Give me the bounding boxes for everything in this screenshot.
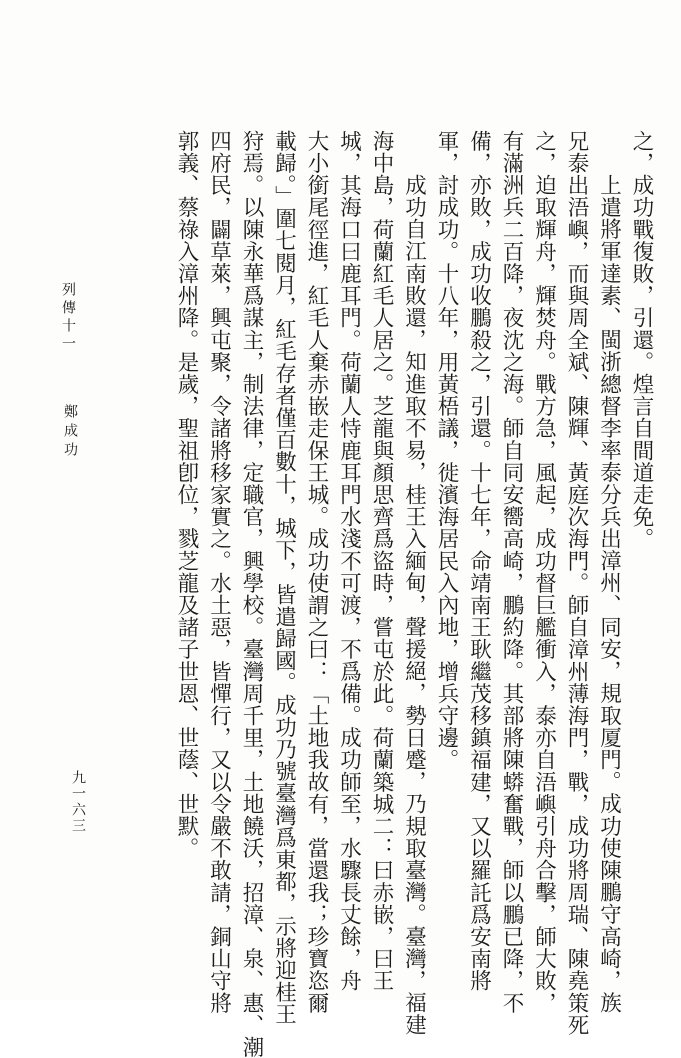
page-number: 九一六三: [70, 770, 86, 834]
text-column-2: 上遣將軍達素、閩浙總督李率泰分兵出漳州、同安，規取厦門。成功使陳鵬守高崎，族: [596, 174, 622, 1014]
text-column-12: 載歸。」圍七閱月，紅毛存者僅百數十，城下，皆遣歸國。成功乃號臺灣爲東都，示將迎桂王: [271, 130, 297, 1026]
running-chapter: 鄭成功: [62, 404, 78, 461]
text-column-9: 海中島，荷蘭紅毛人居之。芝龍與顏思齊爲盜時，嘗屯於此。荷蘭築城二：曰赤嵌，曰王: [369, 130, 394, 992]
text-column-6: 備，亦敗，成功收鵬殺之，引還。十七年，命靖南王耿繼茂移鎮福建，又以羅託爲安南將: [466, 130, 492, 992]
text-column-11: 大小銜尾徑進，紅毛人棄赤嵌走保王城。成功使謂之曰：「土地我故有，當還我；珍寶恣爾: [304, 130, 329, 1014]
text-column-3: 兄泰出浯嶼，而與周全斌、陳輝、黃庭次海門。師自漳州薄海門，戰，成功將周瑞、陳堯策死: [564, 130, 589, 1037]
text-column-4: 之，迫取輝舟，輝焚舟。戰方急，風起，成功督巨艦衝入，泰亦自浯嶼引舟合擊，師大敗，: [531, 130, 557, 1014]
text-column-13: 狩焉。以陳永華爲謀主，制法律，定職官，興學校。臺灣周千里，土地饒沃，招漳、泉、惠、潮: [239, 130, 264, 1058]
text-column-8: 成功自江南敗還，知進取不易，桂王入緬甸，聲援絕，勢日蹙，乃規取臺灣。臺灣，福建: [401, 174, 427, 1036]
text-column-14: 四府民，闢草萊，興屯聚，令諸將移家實之。水土惡，皆憚行，又以令嚴不敢請，銅山守將: [206, 130, 232, 1014]
text-column-10: 城，其海口曰鹿耳門。荷蘭人恃鹿耳門水淺不可渡，不爲備。成功師至，水驟長丈餘，舟: [336, 130, 362, 992]
text-column-5: 有滿洲兵二百降，夜沈之海。師自同安嚮高崎，鵬約降。其部將陳蟒奮戰，師以鵬已降，不: [499, 130, 524, 1014]
text-column-7: 軍，討成功。十八年，用黃梧議，徙濱海居民入內地，增兵守邊。: [434, 130, 459, 771]
text-column-1: 之，成功戰復敗，引還。煌言自間道走免。: [629, 130, 654, 550]
text-column-15: 郭義、蔡祿入漳州降。是歲，聖祖卽位，戮芝龍及諸子世恩、世蔭、世默。: [174, 130, 199, 860]
running-title: 列傳十一: [60, 282, 76, 354]
text-columns: [174, 130, 654, 1058]
